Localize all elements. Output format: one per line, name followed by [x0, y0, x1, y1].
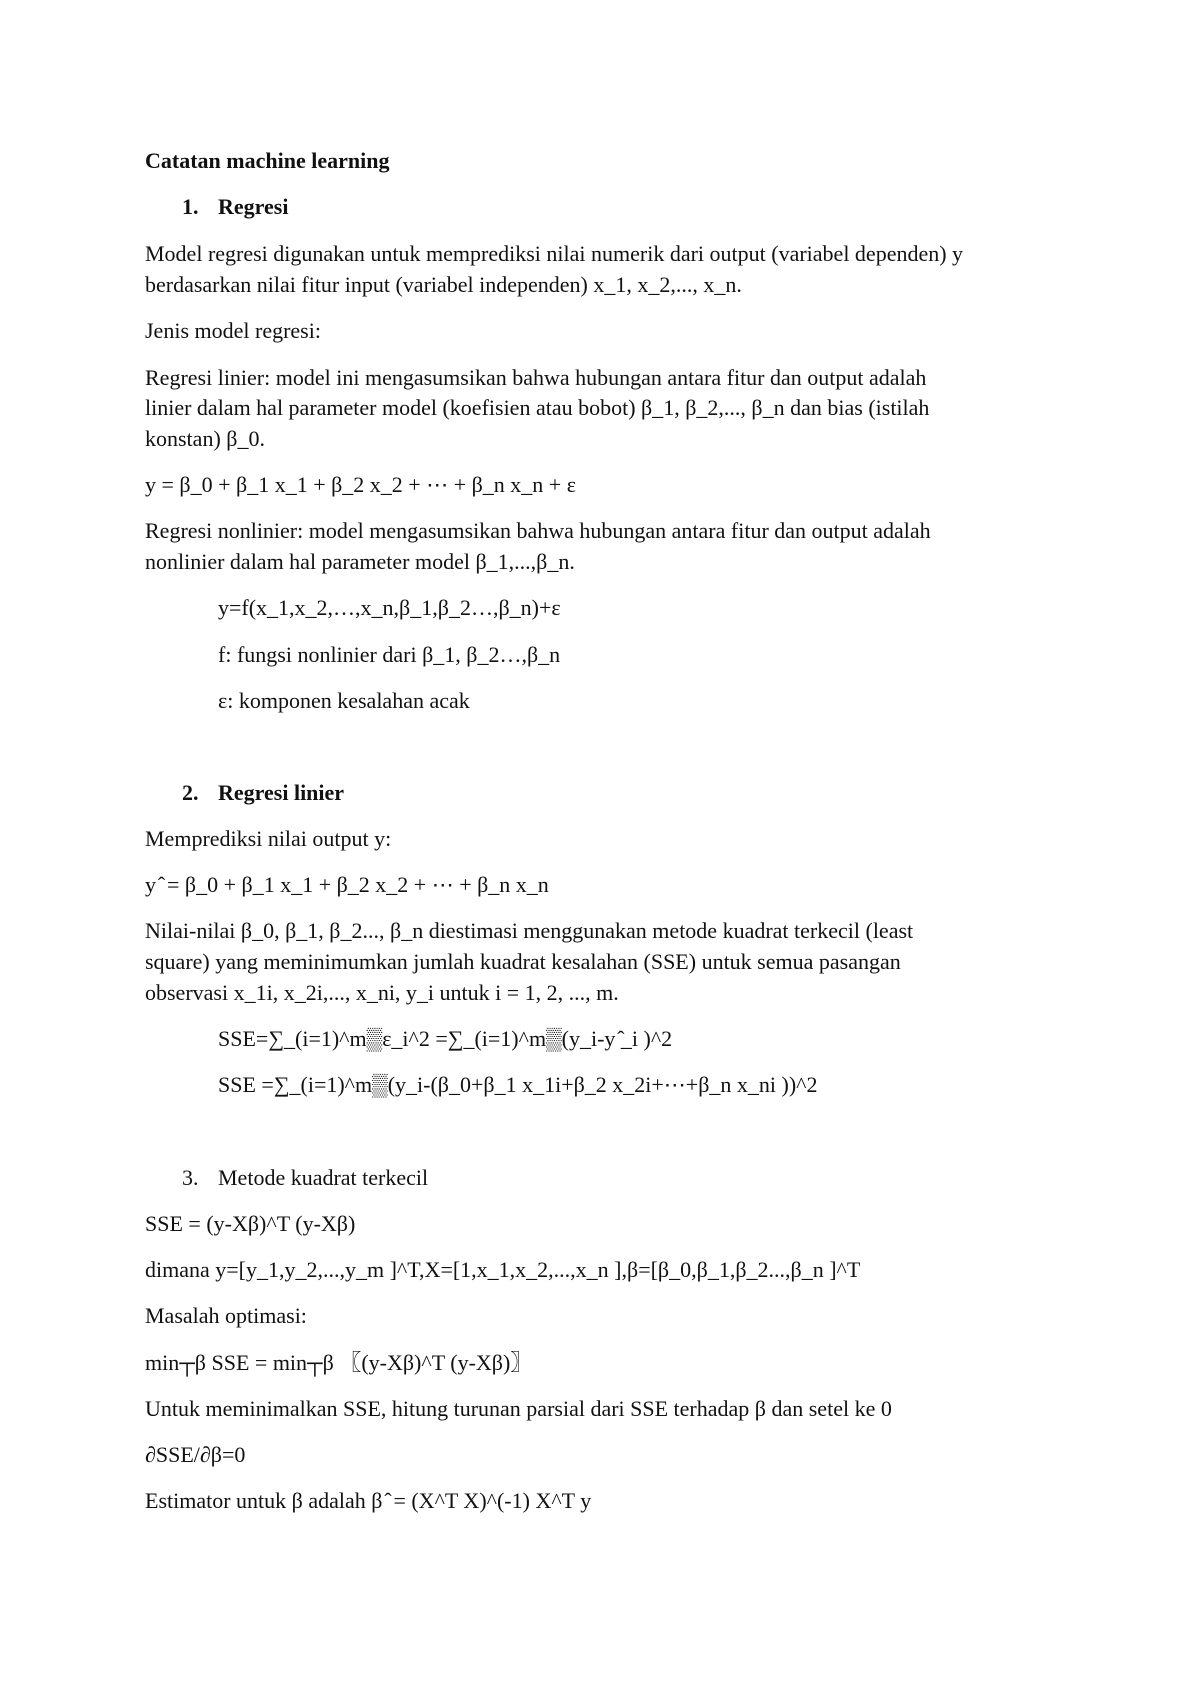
equation-line: y=f(x_1,x_2,…,x_n,β_1,β_2…,β_n)+ε	[218, 595, 561, 620]
section-1-number: 1.	[182, 194, 199, 219]
equation-line: SSE = (y-Xβ)^T (y-Xβ)	[145, 1211, 356, 1236]
paragraph-line: berdasarkan nilai fitur input (variabel independen) x_1, x_2,..., x_n.	[145, 272, 742, 297]
equation-line: y = β_0 + β_1 x_1 + β_2 x_2 + ⋯ + β_n x_n + ε	[145, 472, 576, 497]
paragraph-line: Untuk meminimalkan SSE, hitung turunan parsial dari SSE terhadap β dan setel ke 0	[145, 1396, 892, 1421]
paragraph-line: Regresi linier: model ini mengasumsikan bahwa hubungan antara fitur dan output adalah	[145, 365, 927, 390]
equation-line: ∂SSE/∂β=0	[145, 1442, 246, 1467]
equation-line: SSE =∑_(i=1)^m▒(y_i-(β_0+β_1 x_1i+β_2 x_2i+⋯+β_n x_ni ))^2	[218, 1072, 818, 1097]
equation-line: y ̂ = β_0 + β_1 x_1 + β_2 x_2 + ⋯ + β_n x_n	[145, 872, 549, 897]
equation-line: min┬β SSE = min┬β ⁡〖(y-Xβ)^T (y-Xβ)〗	[145, 1350, 533, 1375]
section-2-heading	[182, 782, 344, 804]
definition-line: ε: komponen kesalahan acak	[218, 688, 470, 713]
definition-line: f: fungsi nonlinier dari β_1, β_2…,β_n	[218, 642, 561, 667]
section-1-title: Regresi	[218, 194, 289, 219]
paragraph-line: Nilai-nilai β_0, β_1, β_2..., β_n diestimasi menggunakan metode kuadrat terkecil (least	[145, 918, 914, 943]
paragraph-line: Masalah optimasi:	[145, 1303, 307, 1328]
section-1-heading	[182, 196, 288, 218]
section-2-number: 2.	[182, 780, 199, 805]
paragraph-line: square) yang meminimumkan jumlah kuadrat kesalahan (SSE) untuk semua pasangan	[145, 949, 901, 974]
equation-line: SSE=∑_(i=1)^m▒ε_i^2 =∑_(i=1)^m▒(y_i-y ̂_i )^2	[218, 1026, 673, 1051]
equation-line: Estimator untuk β adalah β ̂ = (X^T X)^(-1) X^T y	[145, 1488, 592, 1513]
paragraph-line: linier dalam hal parameter model (koefisien atau bobot) β_1, β_2,..., β_n dan bias (istilah	[145, 395, 930, 420]
paragraph-line: observasi x_1i, x_2i,..., x_ni, y_i untuk i = 1, 2, ..., m.	[145, 980, 619, 1005]
paragraph-line: Jenis model regresi:	[145, 318, 321, 343]
document-title: Catatan machine learning	[145, 148, 390, 173]
section-3-heading	[182, 1167, 428, 1189]
equation-line: dimana y=[y_1,y_2,...,y_m ]^T,X=[1,x_1,x_2,...,x_n ],β=[β_0,β_1,β_2...,β_n ]^T	[145, 1257, 861, 1282]
paragraph-line: Memprediksi nilai output y:	[145, 826, 392, 851]
paragraph-line: Regresi nonlinier: model mengasumsikan bahwa hubungan antara fitur dan output adalah	[145, 518, 931, 543]
paragraph-line: nonlinier dalam hal parameter model β_1,...,β_n.	[145, 549, 575, 574]
section-3-title: Metode kuadrat terkecil	[218, 1165, 429, 1190]
section-3-number: 3.	[182, 1165, 199, 1190]
paragraph-line: Model regresi digunakan untuk memprediksi nilai numerik dari output (variabel dependen) y	[145, 241, 964, 266]
section-2-title: Regresi linier	[218, 780, 345, 805]
paragraph-line: konstan) β_0.	[145, 426, 265, 451]
